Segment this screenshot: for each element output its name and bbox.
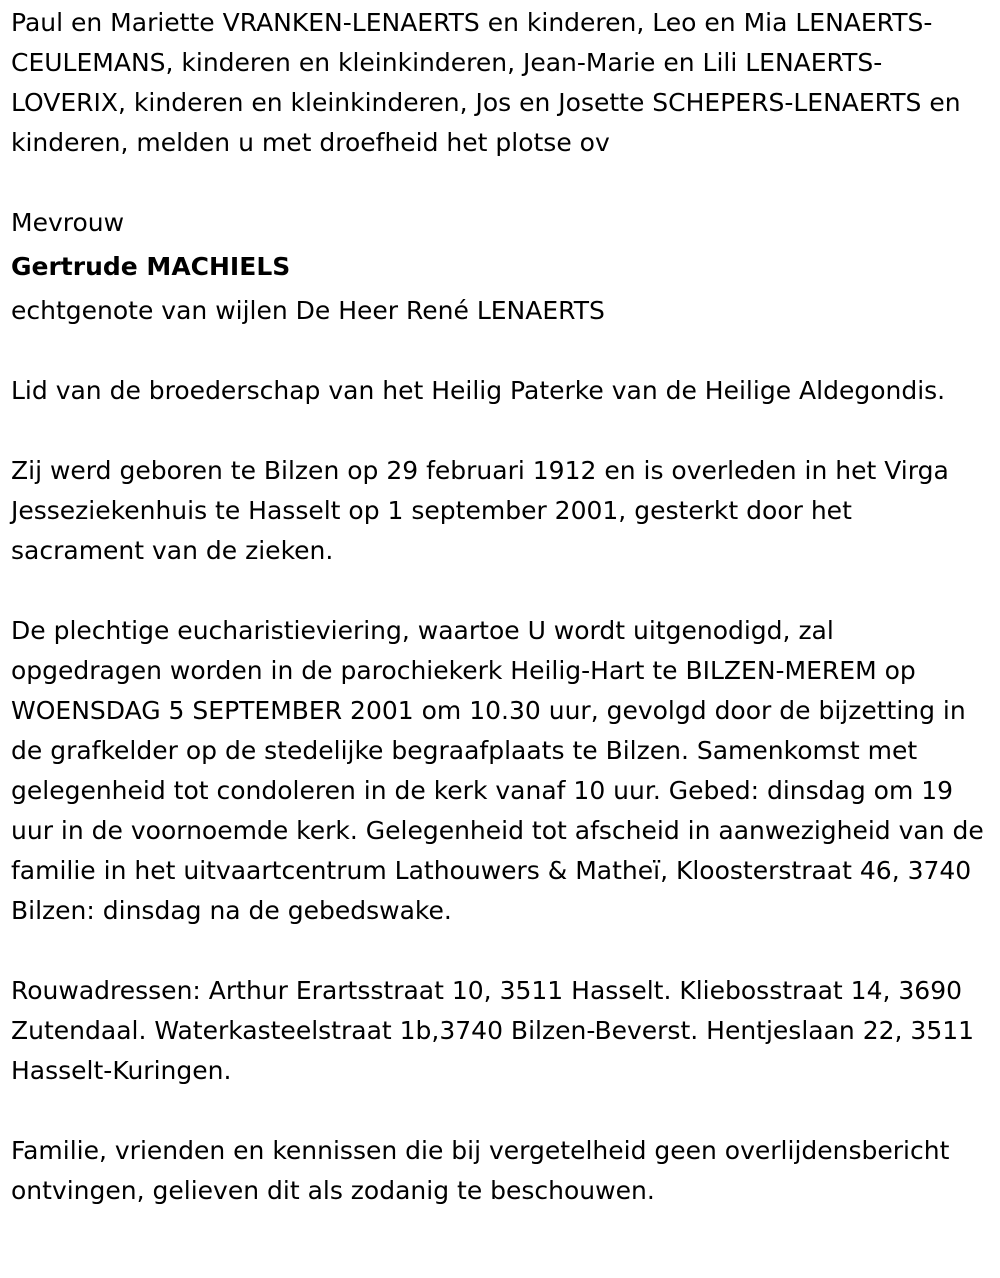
spacer — [11, 163, 990, 203]
birth-death-paragraph: Zij werd geboren te Bilzen op 29 februari 1912 en is overleden in het Virga Jesseziekenhuis te Hasselt op 1 september 2001, gesterkt door het sacrament van de zieken. — [11, 456, 949, 565]
deceased-name: Gertrude MACHIELS — [11, 252, 291, 281]
spacer — [11, 931, 990, 971]
intro-paragraph: Paul en Mariette VRANKEN-LENAERTS en kinderen, Leo en Mia LENAERTS-CEULEMANS, kinderen en kleinkinderen, Jean-Marie en Lili LENAERTS-LOVERIX, kinderen en kleinkinderen, Jos en Josette SCHEPERS-LENAERTS en kinderen, melden u met droefheid het plotse ov — [11, 8, 961, 157]
spacer — [11, 571, 990, 611]
relation-line: echtgenote van wijlen De Heer René LENAERTS — [11, 296, 605, 325]
honorific: Mevrouw — [11, 208, 125, 237]
ceremony-paragraph: De plechtige eucharistieviering, waartoe U wordt uitgenodigd, zal opgedragen worden in de parochiekerk Heilig-Hart te BILZEN-MEREM op WOENSDAG 5 SEPTEMBER 2001 om 10.30 uur, gevolgd door de bijzetting in de grafkelder op de stedelijke begraafplaats te Bilzen. Samenkomst met gelegenheid tot condoleren in de kerk vanaf 10 uur. Gebed: dinsdag om 19 uur in de voornoemde kerk. Gelegenheid tot afscheid in aanwezigheid van de familie in het uitvaartcentrum Lathouwers & Matheï, Kloosterstraat 46, 3740 Bilzen: dinsdag na de gebedswake. — [11, 616, 984, 925]
spacer — [11, 331, 990, 371]
closing-paragraph: Familie, vrienden en kennissen die bij vergetelheid geen overlijdensbericht ontvingen, gelieven dit als zodanig te beschouwen. — [11, 1136, 950, 1205]
spacer — [11, 411, 990, 451]
spacer — [11, 1091, 990, 1131]
addresses-paragraph: Rouwadressen: Arthur Erartsstraat 10, 3511 Hasselt. Kliebosstraat 14, 3690 Zutendaal. Waterkasteelstraat 1b,3740 Bilzen-Beverst. Hentjeslaan 22, 3511 Hasselt-Kuringen. — [11, 976, 975, 1085]
membership-paragraph: Lid van de broederschap van het Heilig Paterke van de Heilige Aldegondis. — [11, 376, 946, 405]
